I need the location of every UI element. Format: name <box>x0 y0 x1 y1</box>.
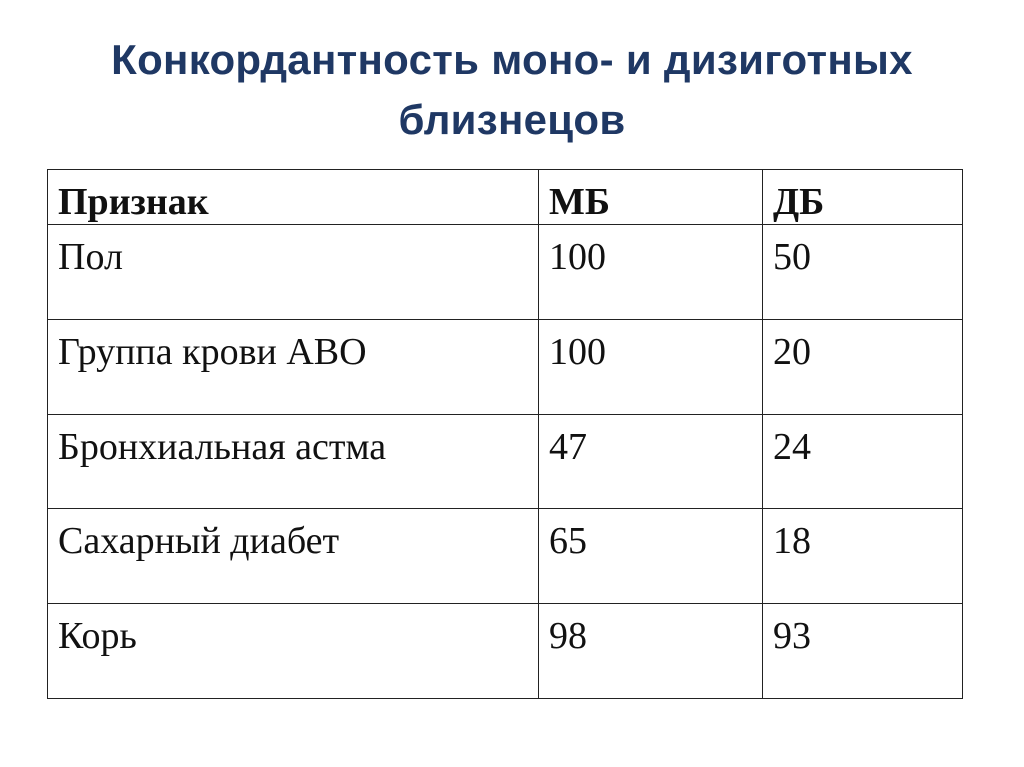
mb-cell: 65 <box>539 509 763 604</box>
trait-cell: Пол <box>48 225 539 320</box>
db-cell: 20 <box>763 319 963 414</box>
concordance-table <box>47 169 963 699</box>
header-mb: МБ <box>539 170 763 225</box>
mb-cell: 98 <box>539 604 763 699</box>
mb-cell: 100 <box>539 225 763 320</box>
table-row <box>48 604 963 699</box>
trait-cell: Корь <box>48 604 539 699</box>
title-line-2: близнецов <box>398 96 626 143</box>
mb-cell: 47 <box>539 414 763 509</box>
table-row <box>48 319 963 414</box>
db-cell: 50 <box>763 225 963 320</box>
trait-cell: Бронхиальная астма <box>48 414 539 509</box>
title-line-1: Конкордантность моно- и дизиготных <box>111 36 913 83</box>
db-cell: 18 <box>763 509 963 604</box>
header-db: ДБ <box>763 170 963 225</box>
table-row <box>48 225 963 320</box>
db-cell: 24 <box>763 414 963 509</box>
header-trait: Признак <box>48 170 539 225</box>
table-row <box>48 414 963 509</box>
trait-cell: Группа крови АВО <box>48 319 539 414</box>
table-header-row <box>48 170 963 225</box>
table-row <box>48 509 963 604</box>
page-title <box>0 30 1024 150</box>
mb-cell: 100 <box>539 319 763 414</box>
trait-cell: Сахарный диабет <box>48 509 539 604</box>
db-cell: 93 <box>763 604 963 699</box>
